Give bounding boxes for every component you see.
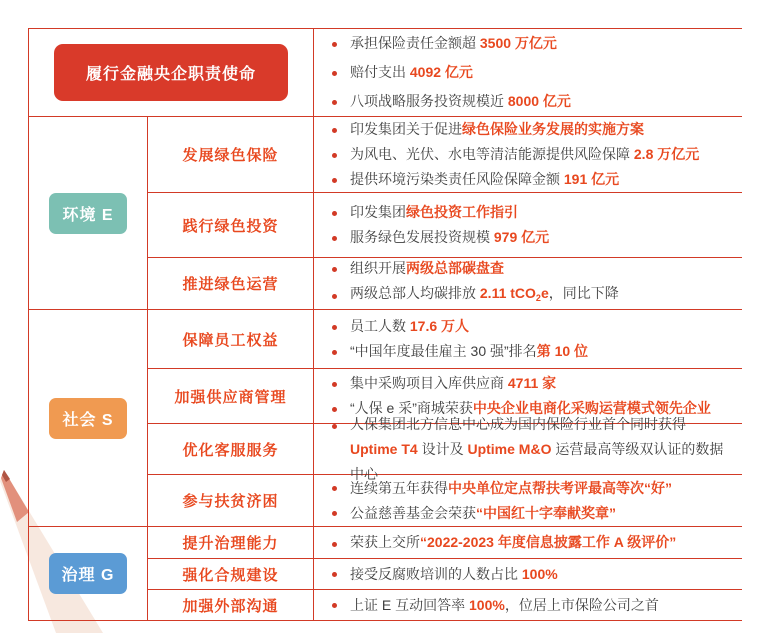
bullet-list xyxy=(331,476,736,526)
bullet-item xyxy=(331,371,736,396)
bullet-list xyxy=(331,256,736,311)
table-row xyxy=(148,415,742,482)
bullet-list xyxy=(331,530,736,555)
bullet-item xyxy=(331,87,736,116)
row-label: 推进绿色运营 xyxy=(148,258,314,309)
row-content-cell xyxy=(314,475,742,526)
bullet-dot-icon xyxy=(332,128,337,133)
body-text: 印发集团关于促进 xyxy=(350,121,462,137)
bullet-item xyxy=(331,256,736,281)
table-row xyxy=(148,117,742,192)
social-badge: 社会 S xyxy=(49,398,126,439)
bullet-dot-icon xyxy=(332,350,337,355)
bullet-dot-icon xyxy=(332,294,337,299)
body-text: 运营最高等级双认证的数据中心 xyxy=(350,440,724,482)
body-text: 集中采购项目入库供应商 xyxy=(350,375,508,391)
row-content-cell xyxy=(314,527,742,558)
highlighted-text: 第 10 位 xyxy=(536,343,589,359)
bullet-dot-icon xyxy=(332,572,337,577)
row-label: 参与扶贫济困 xyxy=(148,475,314,526)
table-row xyxy=(148,527,742,558)
highlighted-text: 3500 万亿元 xyxy=(479,35,557,51)
row-content-cell xyxy=(314,258,742,309)
bullet-dot-icon xyxy=(332,382,337,387)
body-text: 员工人数 xyxy=(350,318,410,334)
row-label: 提升治理能力 xyxy=(148,527,314,558)
badge-column-environment xyxy=(29,117,148,309)
highlighted-text: Uptime T4 xyxy=(350,440,418,457)
bullet-list xyxy=(331,562,736,587)
table-row xyxy=(148,310,742,368)
bullet-item xyxy=(331,476,736,501)
mission-title-button: 履行金融央企职责使命 xyxy=(54,44,288,101)
mission-content-cell xyxy=(314,29,742,116)
bullet-item xyxy=(331,117,736,142)
row-label: 优化客服服务 xyxy=(148,424,314,474)
bullet-item xyxy=(331,530,736,555)
row-content-cell xyxy=(314,117,742,192)
row-content-cell xyxy=(314,193,742,257)
highlighted-text: 中央单位定点帮扶考评最高等次“好” xyxy=(448,479,672,496)
body-text: 连续第五年获得 xyxy=(350,479,448,496)
body-text: 荣获上交所 xyxy=(350,534,420,550)
row-label: 保障员工权益 xyxy=(148,310,314,368)
highlighted-text: 2.11 tCO xyxy=(479,285,536,301)
bullet-dot-icon xyxy=(332,267,337,272)
bullet-dot-icon xyxy=(332,178,337,183)
highlighted-text: Uptime M&O xyxy=(467,440,552,457)
body-text: ，同比下降 xyxy=(548,285,619,301)
body-text: 赔付支出 xyxy=(350,64,410,80)
row-content-cell xyxy=(314,590,742,620)
table-row xyxy=(148,589,742,620)
bullet-item xyxy=(331,281,736,311)
mission-bullet-list xyxy=(331,29,736,116)
body-text: 印发集团 xyxy=(350,204,406,220)
bullet-list xyxy=(331,117,736,192)
table-row xyxy=(148,257,742,309)
row-content-cell xyxy=(314,415,742,482)
table-row xyxy=(148,474,742,526)
mission-section xyxy=(29,29,742,116)
bullet-item xyxy=(331,142,736,167)
row-label: 加强外部沟通 xyxy=(148,590,314,620)
rows-column-social xyxy=(148,310,742,526)
highlighted-text: 100% xyxy=(469,596,505,613)
highlighted-text: 4092 亿元 xyxy=(409,64,473,80)
highlighted-text: “中国红十字奉献奖章” xyxy=(476,504,616,521)
body-text: 上证 E 互动回答率 xyxy=(350,596,470,613)
row-content-cell xyxy=(314,559,742,589)
table-row xyxy=(148,558,742,589)
bullet-list xyxy=(331,200,736,250)
bullet-item xyxy=(331,562,736,587)
highlighted-text: 中央企业电商化采购运营模式领先企业 xyxy=(472,400,711,416)
highlighted-text: 绿色投资工作指引 xyxy=(406,204,518,220)
highlighted-text: 191 亿元 xyxy=(563,171,620,187)
highlighted-text: 4711 家 xyxy=(507,375,557,391)
highlighted-text: 两级总部碳盘查 xyxy=(406,260,504,276)
bullet-dot-icon xyxy=(332,211,337,216)
bullet-item xyxy=(331,501,736,526)
bullet-list xyxy=(331,593,736,618)
mission-button-cell xyxy=(29,29,314,116)
body-text: 八项战略服务投资规模近 xyxy=(350,93,508,109)
bullet-item xyxy=(331,58,736,87)
esg-summary-table xyxy=(28,28,742,621)
bullet-dot-icon xyxy=(332,325,337,330)
bullet-item xyxy=(331,339,736,364)
row-label: 践行绿色投资 xyxy=(148,193,314,257)
body-text: 接受反腐败培训的人数占比 xyxy=(350,565,522,582)
environment-badge: 环境 E xyxy=(49,193,126,234)
highlighted-text: 2.8 万亿元 xyxy=(633,146,700,162)
highlighted-text: 17.6 万人 xyxy=(409,318,470,334)
row-label: 强化合规建设 xyxy=(148,559,314,589)
highlighted-text: 8000 亿元 xyxy=(507,93,571,109)
badge-column-social xyxy=(29,310,148,526)
body-text: 为风电、光伏、水电等清洁能源提供风险保障 xyxy=(350,146,634,162)
bullet-item xyxy=(331,225,736,250)
row-content-cell xyxy=(314,310,742,368)
body-text: “人保 e 采”商城荣获 xyxy=(350,400,473,416)
bullet-dot-icon xyxy=(332,511,337,516)
highlighted-text: 100% xyxy=(521,565,558,582)
bullet-dot-icon xyxy=(332,153,337,158)
section-governance xyxy=(29,526,742,620)
body-text: 两级总部人均碳排放 xyxy=(350,285,480,301)
bullet-item xyxy=(331,593,736,618)
highlighted-text: 2 xyxy=(535,293,541,303)
body-text: 公益慈善基金会荣获 xyxy=(350,504,476,521)
body-text: ，位居上市保险公司之首 xyxy=(504,596,659,613)
highlighted-text: 绿色保险业务发展的实施方案 xyxy=(462,121,644,137)
bullet-dot-icon xyxy=(332,100,337,105)
bullet-item xyxy=(331,167,736,192)
bullet-item xyxy=(331,200,736,225)
body-text: “中国年度最佳雇主 30 强”排名 xyxy=(350,343,537,359)
bullet-dot-icon xyxy=(332,486,337,491)
badge-column-governance xyxy=(29,527,148,620)
bullet-dot-icon xyxy=(332,542,337,547)
highlighted-text: e xyxy=(540,285,549,301)
highlighted-text: 979 亿元 xyxy=(493,229,550,245)
body-text: 人保集团北方信息中心成为国内保险行业首个同时获得 xyxy=(350,415,686,432)
rows-column-environment xyxy=(148,117,742,309)
bullet-item xyxy=(331,314,736,339)
section-environment xyxy=(29,116,742,309)
bullet-dot-icon xyxy=(332,424,337,429)
section-social xyxy=(29,309,742,526)
bullet-list xyxy=(331,314,736,364)
body-text: 设计及 xyxy=(417,440,468,457)
bullet-dot-icon xyxy=(332,71,337,76)
bullet-dot-icon xyxy=(332,603,337,608)
bullet-dot-icon xyxy=(332,42,337,47)
bullet-dot-icon xyxy=(332,236,337,241)
body-text: 组织开展 xyxy=(350,260,406,276)
body-text: 提供环境污染类责任风险保障金额 xyxy=(350,171,564,187)
rows-column-governance xyxy=(148,527,742,620)
body-text: 承担保险责任金额超 xyxy=(350,35,480,51)
bullet-item xyxy=(331,29,736,58)
row-label: 加强供应商管理 xyxy=(148,369,314,423)
highlighted-text: “2022-2023 年度信息披露工作 A 级评价” xyxy=(420,534,677,550)
table-row xyxy=(148,192,742,257)
governance-badge: 治理 G xyxy=(49,553,128,594)
row-label: 发展绿色保险 xyxy=(148,117,314,192)
body-text: 服务绿色发展投资规模 xyxy=(350,229,494,245)
